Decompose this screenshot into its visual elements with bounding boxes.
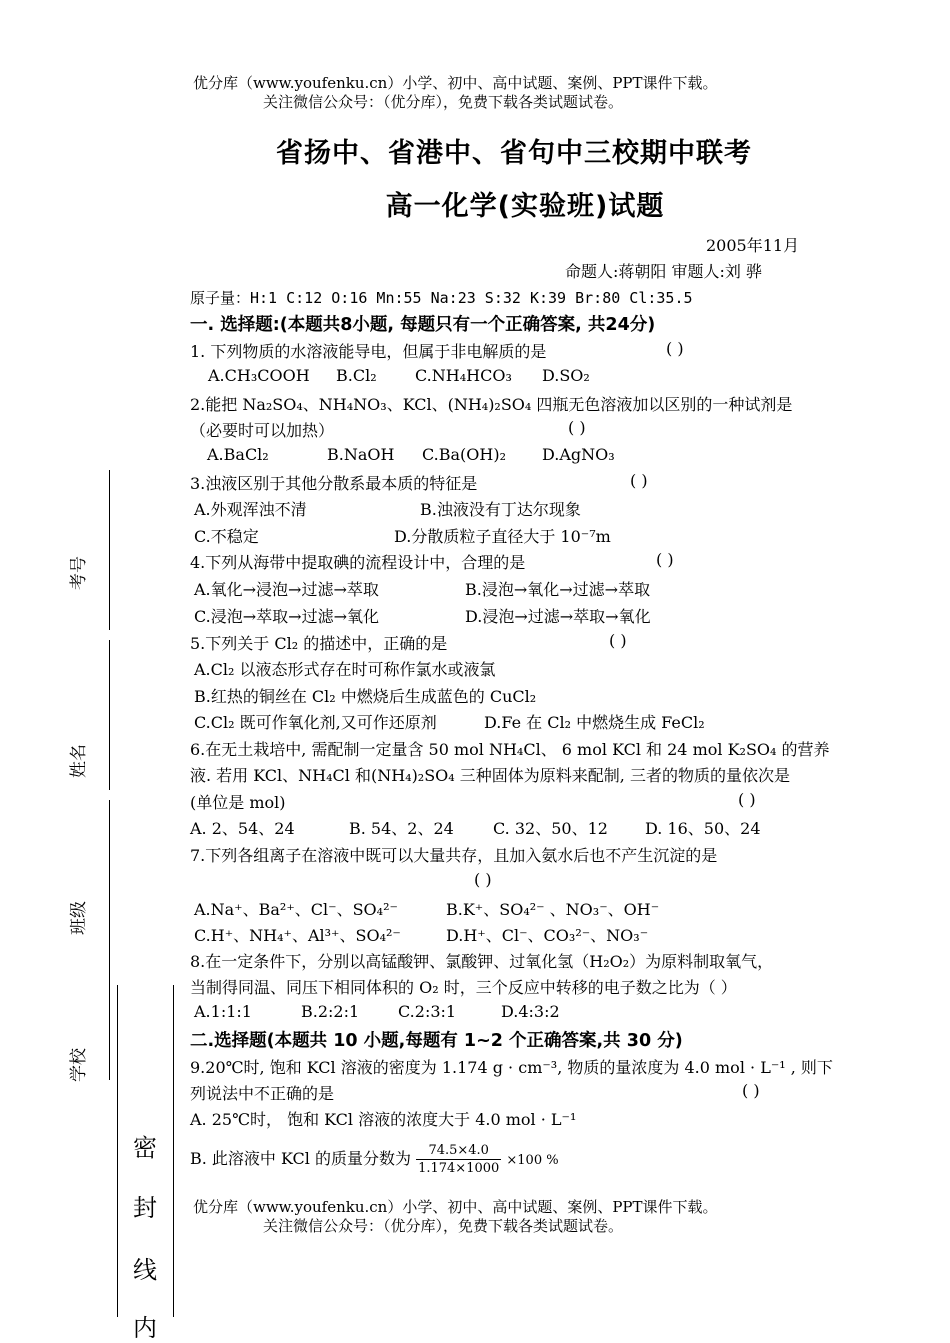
- q6-option-d: D. 16、50、24: [645, 819, 761, 838]
- atomic-masses: 原子量：H:1 C:12 O:16 Mn:55 Na:23 S:32 K:39 Br:80 Cl:35.5: [190, 289, 693, 307]
- q4-option-a: A.氧化→浸泡→过滤→萃取: [194, 580, 379, 599]
- q8-option-b: B.2:2:1: [301, 1002, 360, 1021]
- sidebar-label-banji: 班级: [69, 901, 89, 935]
- fraction-numerator: 74.5×4.0: [416, 1142, 501, 1160]
- q8-option-c: C.2:3:1: [398, 1002, 457, 1021]
- q3-option-b: B.浊液没有丁达尔现象: [420, 500, 581, 519]
- q8-option-a: A.1:1:1: [194, 1002, 252, 1021]
- q1-option-c: C.NH₄HCO₃: [415, 366, 512, 385]
- header-line-2: 关注微信公众号：（优分库），免费下载各类试题试卷。: [263, 93, 624, 111]
- seal-char-feng: 封: [133, 1194, 157, 1222]
- q4-answer-bracket: ( ): [656, 550, 674, 569]
- seal-char-nei: 内: [133, 1314, 157, 1342]
- q2-stem: 2.能把 Na₂SO₄、NH₄NO₃、KCl、(NH₄)₂SO₄ 四瓶无色溶液加以区别的一种试剂是: [190, 395, 793, 414]
- q3-option-a: A.外观浑浊不清: [194, 500, 307, 519]
- footer-line-1: 优分库（www.youfenku.cn）小学、初中、高中试题、案例、PPT课件下载。: [193, 1198, 718, 1216]
- q3-stem: 3.浊液区别于其他分散系最本质的特征是: [190, 474, 478, 493]
- q9-stem-line-1: 9.20℃时, 饱和 KCl 溶液的密度为 1.174 g · cm⁻³, 物质的量浓度为 4.0 mol · L⁻¹ , 则下: [190, 1058, 833, 1077]
- seal-char-xian: 线: [133, 1256, 157, 1284]
- section-2-heading: 二.选择题(本题共 10 小题,每题有 1~2 个正确答案,共 30 分): [190, 1031, 683, 1051]
- q3-answer-bracket: ( ): [630, 471, 648, 490]
- q2-answer-bracket: ( ): [568, 418, 586, 437]
- q2-stem-cont: （必要时可以加热）: [190, 421, 335, 440]
- sidebar-label-xingming: 姓名: [69, 744, 89, 778]
- q6-answer-bracket: ( ): [738, 790, 756, 809]
- q6-stem-line-2: 液. 若用 KCl、NH₄Cl 和(NH₄)₂SO₄ 三种固体为原料来配制, 三者的物质的量依次是: [190, 766, 790, 785]
- q6-stem-line-1: 6.在无土栽培中, 需配制一定量含 50 mol NH₄Cl、 6 mol KCl 和 24 mol K₂SO₄ 的营养: [190, 740, 830, 759]
- seal-line-right: [173, 985, 174, 1317]
- sidebar-line-kaohao: [109, 470, 110, 630]
- header-line-1: 优分库（www.youfenku.cn）小学、初中、高中试题、案例、PPT课件下载。: [193, 74, 718, 92]
- q9-option-b: [190, 1142, 559, 1177]
- q9-option-b-suffix: ×100 %: [506, 1153, 559, 1168]
- seal-char-mi: 密: [133, 1134, 157, 1162]
- q5-stem: 5.下列关于 Cl₂ 的描述中，正确的是: [190, 634, 448, 653]
- q7-option-c: C.H⁺、NH₄⁺、Al³⁺、SO₄²⁻: [194, 926, 401, 945]
- q5-option-b: B.红热的铜丝在 Cl₂ 中燃烧后生成蓝色的 CuCl₂: [194, 687, 537, 706]
- footer-line-2: 关注微信公众号：（优分库），免费下载各类试题试卷。: [263, 1217, 624, 1235]
- q3-option-c: C.不稳定: [194, 527, 259, 546]
- mass-fraction-formula: [416, 1142, 501, 1177]
- q8-option-d: D.4:3:2: [501, 1002, 560, 1021]
- q9-stem-line-2: 列说法中不正确的是: [190, 1084, 335, 1103]
- exam-date: 2005年11月: [706, 236, 800, 255]
- sidebar-label-kaohao: 考号: [69, 556, 89, 590]
- q4-stem: 4.下列从海带中提取碘的流程设计中，合理的是: [190, 553, 526, 572]
- q7-option-b: B.K⁺、SO₄²⁻ 、NO₃⁻、OH⁻: [446, 900, 660, 919]
- q2-option-d: D.AgNO₃: [542, 445, 615, 464]
- sidebar-line-banji: [109, 800, 110, 950]
- q9-option-a: A. 25℃时， 饱和 KCl 溶液的浓度大于 4.0 mol · L⁻¹: [190, 1110, 577, 1129]
- q9-answer-bracket: ( ): [742, 1081, 760, 1100]
- q7-stem: 7.下列各组离子在溶液中既可以大量共存，且加入氨水后也不产生沉淀的是: [190, 846, 718, 865]
- sidebar-line-xingming: [109, 640, 110, 790]
- exam-title: 省扬中、省港中、省句中三校期中联考: [276, 138, 752, 169]
- q8-stem-line-1: 8.在一定条件下，分别以高锰酸钾、氯酸钾、过氧化氢（H₂O₂）为原料制取氧气，: [190, 952, 774, 971]
- exam-subtitle: 高一化学(实验班)试题: [385, 191, 665, 222]
- q5-option-a: A.Cl₂ 以液态形式存在时可称作氯水或液氯: [194, 660, 496, 679]
- q6-option-c: C. 32、50、12: [493, 819, 608, 838]
- q9-option-b-prefix: B. 此溶液中 KCl 的质量分数为: [190, 1149, 411, 1168]
- q4-option-c: C.浸泡→萃取→过滤→氧化: [194, 607, 379, 626]
- q7-option-d: D.H⁺、Cl⁻、CO₃²⁻、NO₃⁻: [446, 926, 649, 945]
- q1-option-d: D.SO₂: [542, 366, 590, 385]
- seal-line-left: [117, 985, 118, 1317]
- q4-option-b: B.浸泡→氧化→过滤→萃取: [465, 580, 651, 599]
- q6-option-a: A. 2、54、24: [190, 819, 295, 838]
- q2-option-b: B.NaOH: [327, 445, 395, 464]
- sidebar-label-xuexiao: 学校: [69, 1048, 89, 1082]
- fraction-denominator: 1.174×1000: [418, 1161, 500, 1176]
- q6-option-b: B. 54、2、24: [349, 819, 454, 838]
- q2-option-c: C.Ba(OH)₂: [422, 445, 507, 464]
- q7-option-a: A.Na⁺、Ba²⁺、Cl⁻、SO₄²⁻: [194, 900, 398, 919]
- q5-option-c: C.Cl₂ 既可作氧化剂,又可作还原剂: [194, 713, 437, 732]
- sidebar-line-xuexiao: [109, 950, 110, 1080]
- q5-answer-bracket: ( ): [609, 631, 627, 650]
- q6-stem-line-3: (单位是 mol): [190, 793, 286, 812]
- q3-option-d: D.分散质粒子直径大于 10⁻⁷m: [394, 527, 611, 546]
- q8-stem-line-2: 当制得同温、同压下相同体积的 O₂ 时，三个反应中转移的电子数之比为（ ）: [190, 978, 737, 997]
- q1-answer-bracket: ( ): [666, 339, 684, 358]
- q2-option-a: A.BaCl₂: [207, 445, 269, 464]
- q1-option-a: A.CH₃COOH: [208, 366, 310, 385]
- q7-answer-bracket: ( ): [474, 870, 492, 889]
- q1-option-b: B.Cl₂: [336, 366, 377, 385]
- section-1-heading: 一. 选择题:(本题共8小题, 每题只有一个正确答案, 共24分): [190, 315, 656, 335]
- q4-option-d: D.浸泡→过滤→萃取→氧化: [465, 607, 651, 626]
- exam-authors: 命题人:蒋朝阳 审题人:刘 骅: [565, 262, 762, 281]
- q5-option-d: D.Fe 在 Cl₂ 中燃烧生成 FeCl₂: [484, 713, 705, 732]
- q1-stem: 1. 下列物质的水溶液能导电，但属于非电解质的是: [190, 342, 547, 361]
